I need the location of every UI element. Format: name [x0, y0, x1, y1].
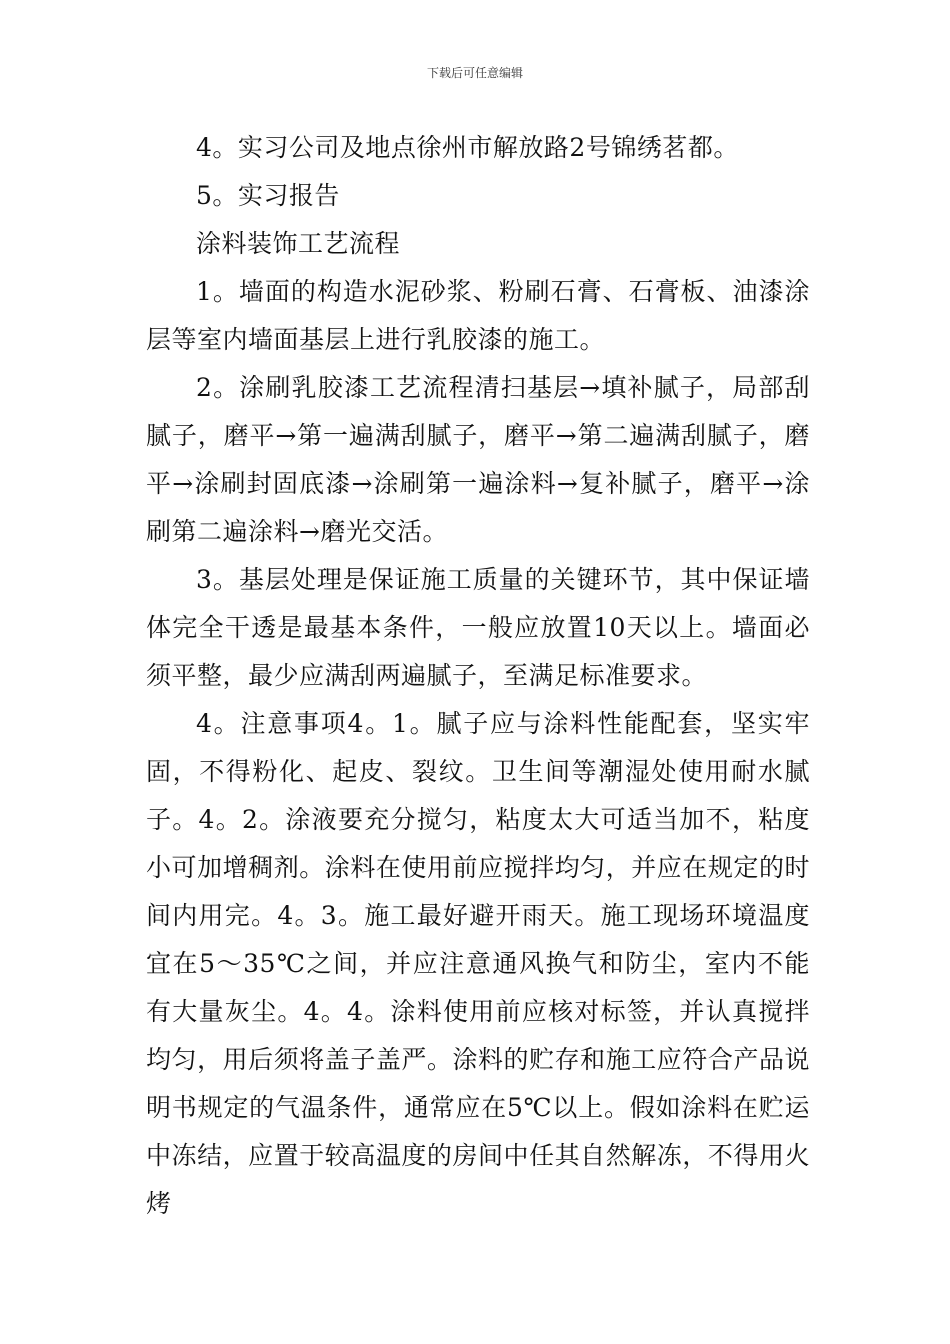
- paragraph-internship-location: 4。实习公司及地点徐州市解放路2号锦绣茗都。: [196, 133, 739, 162]
- paragraph-wall-structure: 1。墙面的构造水泥砂浆、粉刷石膏、石膏板、油漆涂层等室内墙面基层上进行乳胶漆的施工。: [146, 277, 810, 354]
- paragraph-internship-report: 5。实习报告: [196, 181, 340, 210]
- paragraph-precautions: 4。注意事项4。1。腻子应与涂料性能配套，坚实牢固，不得粉化、起皮、裂纹。卫生间等潮湿处使用耐水腻子。4。2。涂液要充分搅匀，粘度太大可适当加不，粘度小可加增稠剂。涂料在使用前应搅拌均匀，并应在规定的时间内用完。4。3。施工最好避开雨天。施工现场环境温度宜在5～35℃之间，并应注意通风换气和防尘，室内不能有大量灰尘。4。4。涂料使用前应核对标签，并认真搅拌均匀，用后须将盖子盖严。涂料的贮存和施工应符合产品说明书规定的气温条件，通常应在5℃以上。假如涂料在贮运中冻结，应置于较高温度的房间中任其自然解冻，不得用火烤: [146, 709, 810, 1218]
- paragraph-process-flow: 2。涂刷乳胶漆工艺流程清扫基层→填补腻子，局部刮腻子，磨平→第一遍满刮腻子，磨平→第二遍满刮腻子，磨平→涂刷封固底漆→涂刷第一遍涂料→复补腻子，磨平→涂刷第二遍涂料→磨光交活。: [146, 373, 810, 546]
- document-body: [146, 124, 810, 1228]
- paragraph-base-treatment: 3。基层处理是保证施工质量的关键环节，其中保证墙体完全干透是最基本条件，一般应放置10天以上。墙面必须平整，最少应满刮两遍腻子，至满足标准要求。: [146, 565, 810, 690]
- paragraph-section-title: 涂料装饰工艺流程: [196, 229, 401, 258]
- page-header-note: 下载后可任意编辑: [426, 66, 523, 80]
